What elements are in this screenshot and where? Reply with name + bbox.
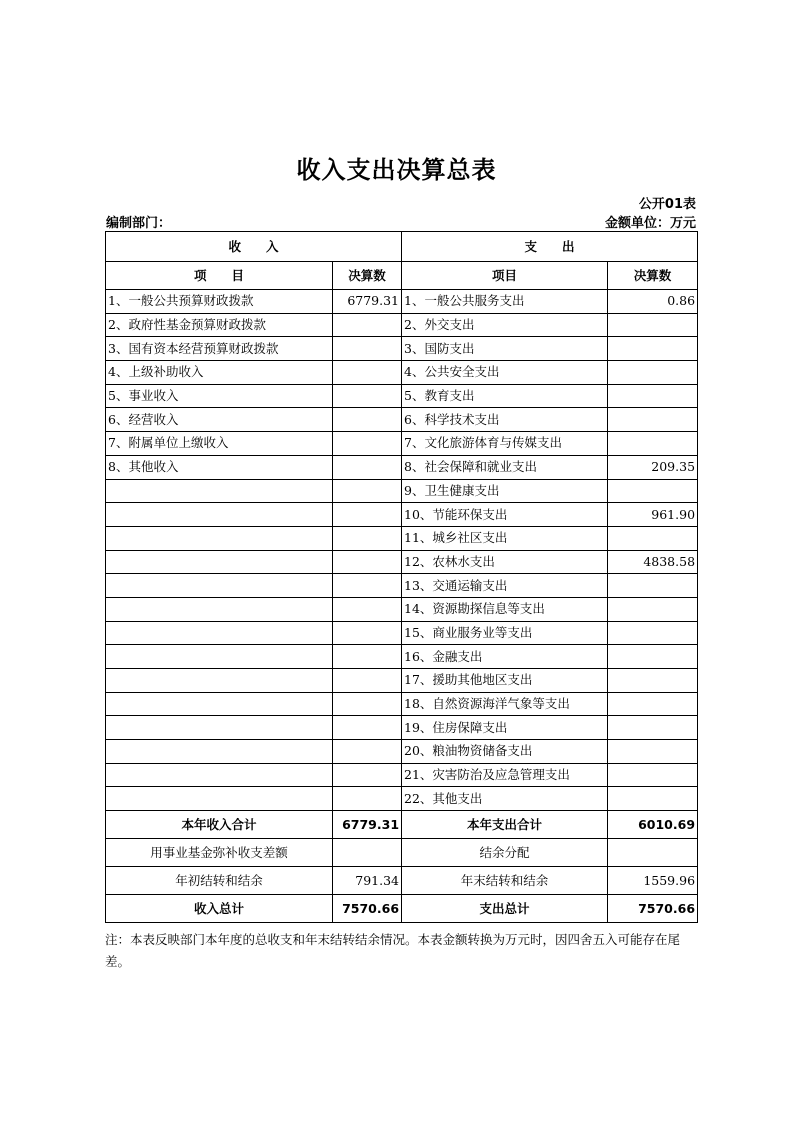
income-amount: 6779.31 xyxy=(333,290,402,314)
table-row xyxy=(106,716,698,740)
expense-item: 22、其他支出 xyxy=(402,787,608,811)
annual-total-row xyxy=(106,811,698,839)
expense-amount xyxy=(608,432,698,456)
income-item xyxy=(106,645,333,669)
fund-label: 用事业基金弥补收支差额 xyxy=(106,839,333,867)
expense-item: 11、城乡社区支出 xyxy=(402,526,608,550)
income-amount xyxy=(333,408,402,432)
income-item xyxy=(106,787,333,811)
expense-item: 10、节能环保支出 xyxy=(402,503,608,527)
table-row xyxy=(106,550,698,574)
expense-item: 6、科学技术支出 xyxy=(402,408,608,432)
income-item: 6、经营收入 xyxy=(106,408,333,432)
grand-total-row xyxy=(106,895,698,923)
expense-item: 16、金融支出 xyxy=(402,645,608,669)
expense-amount xyxy=(608,361,698,385)
income-amount xyxy=(333,526,402,550)
expense-amount xyxy=(608,645,698,669)
expense-total-value: 6010.69 xyxy=(608,811,698,839)
income-item xyxy=(106,621,333,645)
income-total-label: 本年收入合计 xyxy=(106,811,333,839)
table-row xyxy=(106,290,698,314)
income-amount xyxy=(333,597,402,621)
income-grand-label: 收入总计 xyxy=(106,895,333,923)
table-row xyxy=(106,763,698,787)
expense-amount: 209.35 xyxy=(608,455,698,479)
expense-amount-header: 决算数 xyxy=(608,262,698,290)
expense-amount xyxy=(608,408,698,432)
table-row xyxy=(106,455,698,479)
income-item: 8、其他收入 xyxy=(106,455,333,479)
expense-item: 4、公共安全支出 xyxy=(402,361,608,385)
expense-amount xyxy=(608,526,698,550)
income-item xyxy=(106,479,333,503)
income-item xyxy=(106,574,333,598)
income-amount xyxy=(333,787,402,811)
expense-amount xyxy=(608,337,698,361)
expense-item: 13、交通运输支出 xyxy=(402,574,608,598)
income-item xyxy=(106,550,333,574)
income-amount xyxy=(333,669,402,693)
income-grand-value: 7570.66 xyxy=(333,895,402,923)
surplus-value xyxy=(608,839,698,867)
page-title: 收入支出决算总表 xyxy=(296,156,497,184)
carryover-row xyxy=(106,867,698,895)
income-amount xyxy=(333,361,402,385)
table-row xyxy=(106,337,698,361)
expense-item: 21、灾害防治及应急管理支出 xyxy=(402,763,608,787)
expense-item: 5、教育支出 xyxy=(402,384,608,408)
dept-label: 编制部门： xyxy=(106,216,172,231)
income-item: 1、一般公共预算财政拨款 xyxy=(106,290,333,314)
table-row xyxy=(106,692,698,716)
expense-item: 2、外交支出 xyxy=(402,313,608,337)
income-amount xyxy=(333,692,402,716)
table-row xyxy=(106,384,698,408)
income-amount xyxy=(333,621,402,645)
table-row xyxy=(106,361,698,385)
column-header-row xyxy=(106,262,698,290)
income-amount xyxy=(333,716,402,740)
expense-total-label: 本年支出合计 xyxy=(402,811,608,839)
income-item xyxy=(106,503,333,527)
expense-header: 支 出 xyxy=(402,232,698,262)
expense-item: 8、社会保障和就业支出 xyxy=(402,455,608,479)
expense-amount xyxy=(608,574,698,598)
table-row xyxy=(106,408,698,432)
expense-item: 9、卫生健康支出 xyxy=(402,479,608,503)
income-amount xyxy=(333,740,402,764)
income-item xyxy=(106,526,333,550)
table-row xyxy=(106,313,698,337)
expense-amount xyxy=(608,384,698,408)
income-amount xyxy=(333,763,402,787)
budget-table xyxy=(105,231,698,923)
income-item xyxy=(106,692,333,716)
expense-item: 15、商业服务业等支出 xyxy=(402,621,608,645)
table-row xyxy=(106,574,698,598)
begin-value: 791.34 xyxy=(333,867,402,895)
expense-amount xyxy=(608,787,698,811)
expense-item: 3、国防支出 xyxy=(402,337,608,361)
expense-amount xyxy=(608,597,698,621)
income-item xyxy=(106,669,333,693)
table-row xyxy=(106,787,698,811)
income-amount xyxy=(333,384,402,408)
expense-amount xyxy=(608,479,698,503)
expense-item: 18、自然资源海洋气象等支出 xyxy=(402,692,608,716)
income-amount xyxy=(333,337,402,361)
income-item xyxy=(106,763,333,787)
expense-item: 7、文化旅游体育与传媒支出 xyxy=(402,432,608,456)
expense-grand-label: 支出总计 xyxy=(402,895,608,923)
fund-row xyxy=(106,839,698,867)
income-item-header: 项 目 xyxy=(106,262,333,290)
expense-item: 19、住房保障支出 xyxy=(402,716,608,740)
expense-amount xyxy=(608,621,698,645)
income-amount xyxy=(333,455,402,479)
footnote: 注：本表反映部门本年度的总收支和年末结转结余情况。本表金额转换为万元时，因四舍五入可能存在尾差。 xyxy=(105,932,681,969)
income-item: 3、国有资本经营预算财政拨款 xyxy=(106,337,333,361)
surplus-label: 结余分配 xyxy=(402,839,608,867)
fund-value xyxy=(333,839,402,867)
income-item xyxy=(106,740,333,764)
expense-amount xyxy=(608,740,698,764)
income-header: 收 入 xyxy=(106,232,402,262)
unit-label: 金额单位：万元 xyxy=(604,216,696,231)
income-amount xyxy=(333,574,402,598)
income-total-value: 6779.31 xyxy=(333,811,402,839)
income-item xyxy=(106,716,333,740)
table-row xyxy=(106,526,698,550)
expense-item: 17、援助其他地区支出 xyxy=(402,669,608,693)
income-amount xyxy=(333,645,402,669)
income-item: 5、事业收入 xyxy=(106,384,333,408)
expense-amount: 961.90 xyxy=(608,503,698,527)
table-row xyxy=(106,645,698,669)
expense-amount xyxy=(608,313,698,337)
income-amount xyxy=(333,503,402,527)
income-amount xyxy=(333,550,402,574)
table-row xyxy=(106,669,698,693)
expense-item: 14、资源勘探信息等支出 xyxy=(402,597,608,621)
income-item: 7、附属单位上缴收入 xyxy=(106,432,333,456)
end-value: 1559.96 xyxy=(608,867,698,895)
expense-amount xyxy=(608,763,698,787)
table-row xyxy=(106,432,698,456)
table-row xyxy=(106,597,698,621)
expense-item-header: 项目 xyxy=(402,262,608,290)
income-item: 2、政府性基金预算财政拨款 xyxy=(106,313,333,337)
expense-item: 12、农林水支出 xyxy=(402,550,608,574)
table-row xyxy=(106,621,698,645)
income-item: 4、上级补助收入 xyxy=(106,361,333,385)
income-amount xyxy=(333,432,402,456)
expense-amount: 0.86 xyxy=(608,290,698,314)
table-row xyxy=(106,740,698,764)
expense-amount xyxy=(608,692,698,716)
table-code: 公开01表 xyxy=(638,197,696,212)
end-label: 年末结转和结余 xyxy=(402,867,608,895)
expense-item: 1、一般公共服务支出 xyxy=(402,290,608,314)
income-amount xyxy=(333,313,402,337)
begin-label: 年初结转和结余 xyxy=(106,867,333,895)
income-amount-header: 决算数 xyxy=(333,262,402,290)
expense-amount: 4838.58 xyxy=(608,550,698,574)
expense-item: 20、粮油物资储备支出 xyxy=(402,740,608,764)
income-amount xyxy=(333,479,402,503)
table-header-row xyxy=(106,232,698,262)
expense-grand-value: 7570.66 xyxy=(608,895,698,923)
table-row xyxy=(106,479,698,503)
expense-amount xyxy=(608,716,698,740)
table-row xyxy=(106,503,698,527)
income-item xyxy=(106,597,333,621)
expense-amount xyxy=(608,669,698,693)
